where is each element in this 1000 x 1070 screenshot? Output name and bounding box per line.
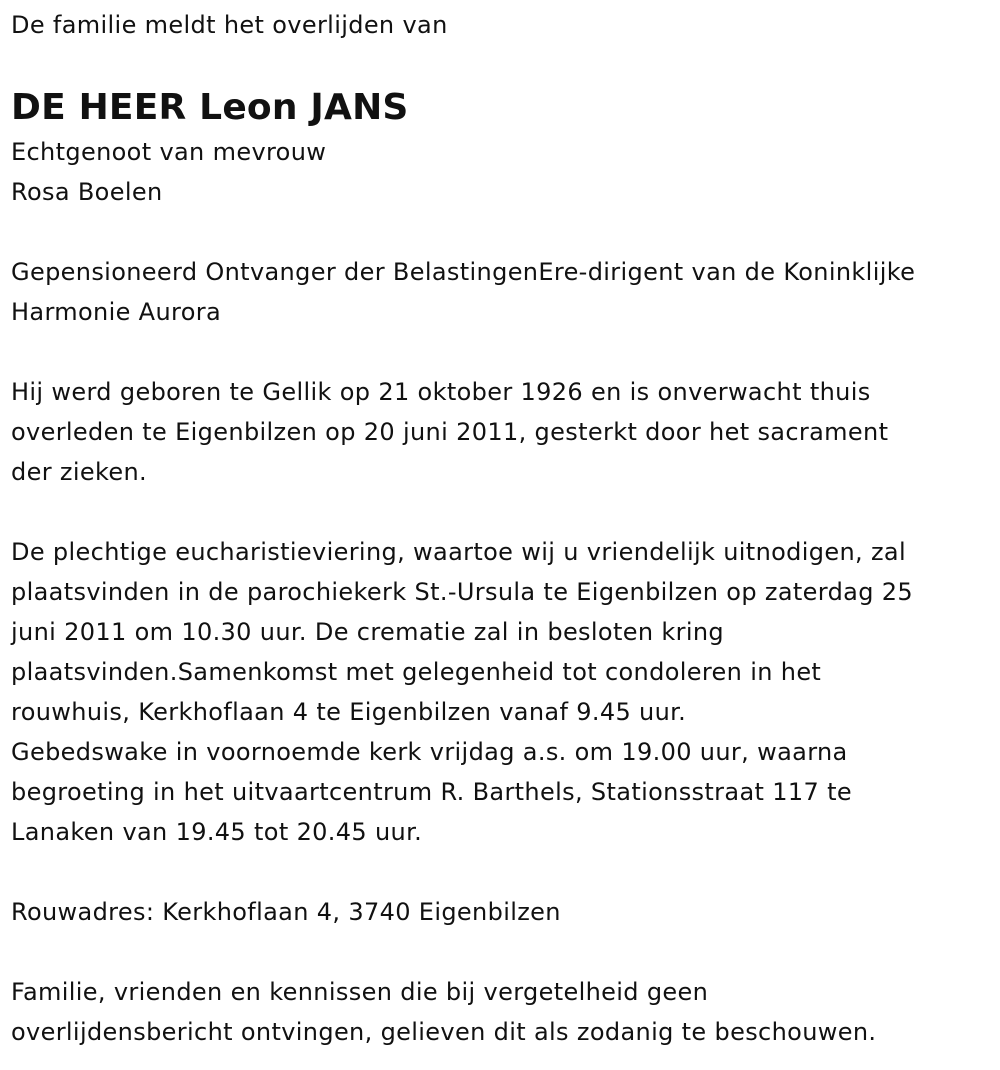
birth-death-line: der zieken. [11, 458, 148, 486]
spouse-block [11, 132, 991, 212]
intro-text: De familie meldt het overlijden van [11, 11, 448, 39]
spacer [11, 212, 991, 252]
birth-death-line: Hij werd geboren te Gellik op 21 oktober 1926 en is onverwacht thuis [11, 378, 871, 406]
spouse-line: Echtgenoot van mevrouw [11, 138, 327, 166]
birth-death-block [11, 372, 991, 492]
titles-line: Gepensioneerd Ontvanger der BelastingenEre-dirigent van de Koninklijke [11, 258, 916, 286]
titles-block [11, 252, 991, 332]
spacer [11, 332, 991, 372]
ceremony-line: De plechtige eucharistieviering, waartoe wij u vriendelijk uitnodigen, zal [11, 538, 907, 566]
ceremony-line: plaatsvinden.Samenkomst met gelegenheid tot condoleren in het [11, 658, 822, 686]
ceremony-line: begroeting in het uitvaartcentrum R. Barthels, Stationsstraat 117 te [11, 778, 852, 806]
deceased-name: DE HEER Leon JANS [11, 87, 409, 128]
spouse-line: Rosa Boelen [11, 178, 163, 206]
ceremony-line: rouwhuis, Kerkhoflaan 4 te Eigenbilzen vanaf 9.45 uur. [11, 698, 687, 726]
death-notice [11, 0, 991, 1052]
birth-death-line: overleden te Eigenbilzen op 20 juni 2011, gesterkt door het sacrament [11, 418, 889, 446]
spacer [11, 492, 991, 532]
titles-line: Harmonie Aurora [11, 298, 222, 326]
ceremony-line: Gebedswake in voornoemde kerk vrijdag a.s. om 19.00 uur, waarna [11, 738, 848, 766]
ceremony-line: plaatsvinden in de parochiekerk St.-Ursula te Eigenbilzen op zaterdag 25 [11, 578, 914, 606]
ceremony-block [11, 532, 991, 852]
spacer [11, 852, 991, 892]
closing-line: overlijdensbericht ontvingen, gelieven dit als zodanig te beschouwen. [11, 1018, 877, 1046]
ceremony-line: juni 2011 om 10.30 uur. De crematie zal in besloten kring [11, 618, 725, 646]
closing-block [11, 972, 991, 1052]
spacer [11, 932, 991, 972]
mourning-address: Rouwadres: Kerkhoflaan 4, 3740 Eigenbilzen [11, 898, 561, 926]
ceremony-line: Lanaken van 19.45 tot 20.45 uur. [11, 818, 423, 846]
closing-line: Familie, vrienden en kennissen die bij vergetelheid geen [11, 978, 709, 1006]
